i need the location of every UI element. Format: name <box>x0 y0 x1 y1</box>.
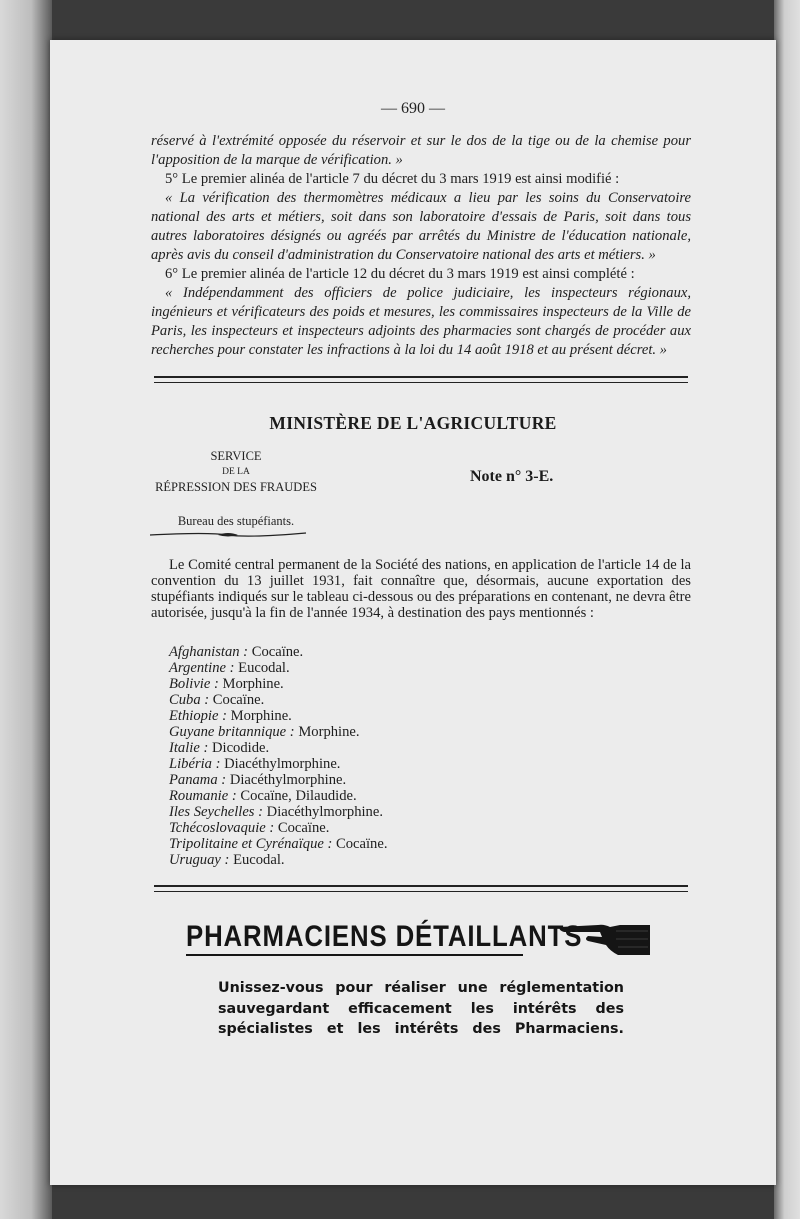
country-name: Italie : <box>169 740 209 756</box>
country-name: Afghanistan : <box>169 644 249 660</box>
country-drugs: Cocaïne. <box>277 820 330 836</box>
country-drugs: Cocaïne. <box>336 836 388 852</box>
country-entry <box>169 772 387 788</box>
document-page <box>50 40 776 1185</box>
country-name: Iles Seychelles : <box>169 804 263 820</box>
country-entry <box>169 836 387 852</box>
page-number: — 690 — <box>381 100 445 117</box>
service-line-2: DE LA <box>222 466 250 477</box>
country-entry <box>169 788 387 804</box>
country-name: Tripolitaine et Cyrénaïque : <box>169 836 333 852</box>
country-entry <box>169 660 387 676</box>
intro-paragraph-2: 5° Le premier alinéa de l'article 7 du décret du 3 mars 1919 est ainsi modifié : <box>165 171 620 187</box>
country-list <box>169 644 387 868</box>
ad-title: PHARMACIENS DÉTAILLANTS <box>186 920 583 953</box>
notice-body <box>151 557 691 621</box>
intro-paragraph-5: « Indépendamment des officiers de police judiciaire, les inspecteurs régionaux, ingénieurs et vérificateurs des poids et mesures, les commissaires inspecteurs de la Ville de Paris, les inspecteurs et inspecteurs adjoints des pharmacies sont chargés de procéder aux recherches pour constater les infractions à la loi du 14 août 1918 et au présent décret. » <box>151 285 691 358</box>
intro-paragraph-3: « La vérification des thermomètres médicaux a lieu par les soins du Conservatoire national des arts et métiers, soit dans son laboratoire d'essais de Paris, soit dans tous autres laboratoires désignés ou agréés par arrêtés du Ministre de l'éducation nationale, après avis du conseil d'administration du Conservatoire national des arts et métiers. » <box>151 190 691 263</box>
service-block <box>150 449 322 496</box>
country-entry <box>169 644 387 660</box>
country-drugs: Diacéthylmorphine. <box>266 804 383 820</box>
country-drugs: Cocaïne, Dilaudide. <box>240 788 357 804</box>
country-entry <box>169 756 387 772</box>
section-divider-bottom <box>154 885 688 892</box>
pointing-hand-icon <box>558 915 653 957</box>
country-name: Guyane britannique : <box>169 724 295 740</box>
country-name: Cuba : <box>169 692 210 708</box>
service-line-3: RÉPRESSION DES FRAUDES <box>155 480 317 494</box>
country-name: Roumanie : <box>169 788 237 804</box>
intro-paragraph-4: 6° Le premier alinéa de l'article 12 du décret du 3 mars 1919 est ainsi complété : <box>165 266 635 282</box>
intro-paragraph-1: réservé à l'extrémité opposée du réservoir et sur le dos de la tige ou de la chemise pour l'apposition de la marque de vérification. » <box>151 133 691 168</box>
note-number: Note n° 3-E. <box>470 468 554 485</box>
country-entry <box>169 740 387 756</box>
country-entry <box>169 820 387 836</box>
country-drugs: Diacéthylmorphine. <box>224 756 341 772</box>
ad-title-underline <box>186 954 523 956</box>
country-drugs: Morphine. <box>230 708 292 724</box>
scan-background-right <box>774 0 800 1219</box>
decree-section <box>151 132 691 360</box>
country-drugs: Dicodide. <box>211 740 270 756</box>
country-name: Tchécoslovaquie : <box>169 820 275 836</box>
country-entry <box>169 676 387 692</box>
country-entry <box>169 692 387 708</box>
country-drugs: Morphine. <box>298 724 360 740</box>
bureau-label: Bureau des stupéfiants. <box>177 514 295 528</box>
country-drugs: Eucodal. <box>238 660 290 676</box>
ministry-heading: MINISTÈRE DE L'AGRICULTURE <box>269 413 557 433</box>
country-drugs: Diacéthylmorphine. <box>229 772 347 788</box>
country-entry <box>169 724 387 740</box>
country-entry <box>169 804 387 820</box>
country-name: Argentine : <box>169 660 235 676</box>
country-name: Bolivie : <box>169 676 219 692</box>
notice-paragraph: Le Comité central permanent de la Société des nations, en application de l'article 14 de la convention du 13 juillet 1931, fait connaître que, désormais, aucune exportation des stupéfiants indiqués sur le tableau ci-dessous ou des préparations en contenant, ne devra être autorisée, jusqu'à la fin de l'année 1934, à destination des pays mentionnés : <box>151 557 691 621</box>
country-name: Panama : <box>169 772 227 788</box>
service-line-1: SERVICE <box>210 449 262 463</box>
country-name: Uruguay : <box>169 852 230 868</box>
ad-slogan: Unissez-vous pour réaliser une réglementation sauvegardant efficacement les intérêts des spécialistes et les intérêts des Pharmaciens. <box>218 980 624 1037</box>
country-entry <box>169 708 387 724</box>
country-drugs: Morphine. <box>222 676 284 692</box>
country-drugs: Eucodal. <box>233 852 285 868</box>
country-name: Libéria : <box>169 756 221 772</box>
ornament-swash <box>148 530 308 540</box>
country-name: Ethiopie : <box>169 708 227 724</box>
country-drugs: Cocaïne. <box>212 692 265 708</box>
section-divider-top <box>154 376 688 383</box>
country-drugs: Cocaïne. <box>251 644 304 660</box>
scan-background-left <box>0 0 52 1219</box>
country-entry <box>169 852 387 868</box>
